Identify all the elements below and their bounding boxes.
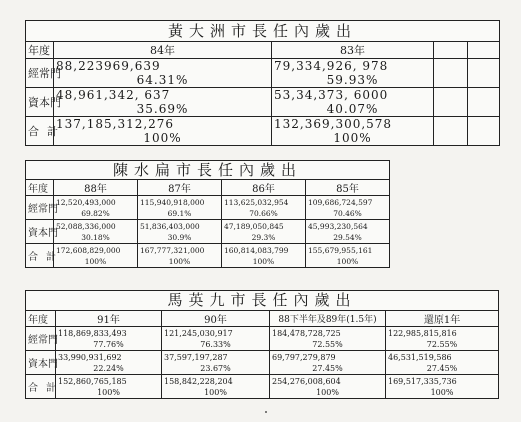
empty-cell bbox=[434, 117, 468, 146]
amount: 48,961,342, 637 bbox=[56, 88, 171, 102]
amount-cell bbox=[270, 327, 386, 351]
amount: 155,679,955,161 bbox=[308, 245, 373, 255]
amount-cell bbox=[162, 327, 270, 351]
row-label: 合計 bbox=[26, 375, 56, 399]
amount: 69,797,279,879 bbox=[272, 352, 336, 362]
table-row bbox=[26, 351, 499, 375]
amount: 121,245,030,917 bbox=[164, 328, 233, 338]
percentage: 100% bbox=[333, 131, 372, 145]
amount-cell bbox=[54, 244, 138, 268]
percentage: 69.1% bbox=[167, 208, 192, 218]
amount: 137,185,312,276 bbox=[56, 117, 175, 131]
amount: 52,088,336,000 bbox=[56, 221, 116, 231]
percentage: 23.67% bbox=[200, 363, 231, 373]
table-row bbox=[26, 88, 500, 117]
percentage: 59.93% bbox=[326, 73, 379, 87]
table-title: 黃大洲市長任內歲出 bbox=[26, 21, 500, 42]
amount: 184,478,728,725 bbox=[272, 328, 341, 338]
amount-cell bbox=[306, 220, 390, 244]
year-label: 年度 bbox=[26, 311, 56, 327]
column-header: 還原1年 bbox=[386, 311, 499, 327]
year-label: 年度 bbox=[26, 42, 54, 59]
column-header: 85年 bbox=[306, 180, 390, 196]
table-row bbox=[26, 327, 499, 351]
percentage: 64.31% bbox=[136, 73, 189, 87]
row-label: 經常門 bbox=[26, 327, 56, 351]
amount: 47,189,050,845 bbox=[224, 221, 284, 231]
column-header: 90年 bbox=[162, 311, 270, 327]
amount: 53,34,373, 6000 bbox=[274, 88, 389, 102]
percentage: 22.24% bbox=[93, 363, 124, 373]
percentage: 30.9% bbox=[167, 232, 192, 242]
column-header: 88年 bbox=[54, 180, 138, 196]
column-header: 86年 bbox=[222, 180, 306, 196]
amount: 160,814,083,799 bbox=[224, 245, 289, 255]
percentage: 77.76% bbox=[93, 339, 124, 349]
percentage: 100% bbox=[84, 256, 107, 266]
amount-cell bbox=[54, 220, 138, 244]
column-header: 91年 bbox=[56, 311, 162, 327]
percentage: 29.54% bbox=[333, 232, 362, 242]
amount-cell bbox=[54, 59, 272, 88]
empty-cell bbox=[434, 88, 468, 117]
amount-cell bbox=[270, 375, 386, 399]
amount-cell bbox=[270, 351, 386, 375]
amount-cell bbox=[56, 351, 162, 375]
column-header: 88下半年及89年(1.5年) bbox=[270, 311, 386, 327]
amount: 109,686,724,597 bbox=[308, 197, 373, 207]
amount-cell bbox=[56, 375, 162, 399]
percentage: 100% bbox=[168, 256, 191, 266]
percentage: 29.3% bbox=[251, 232, 276, 242]
amount: 33,990,931,692 bbox=[58, 352, 122, 362]
empty-cell bbox=[468, 88, 500, 117]
table-title: 馬英九市長任內歲出 bbox=[26, 291, 499, 311]
row-label: 經常門 bbox=[26, 59, 54, 88]
percentage: 100% bbox=[252, 256, 275, 266]
amount: 118,869,833,493 bbox=[58, 328, 127, 338]
percentage: 35.69% bbox=[136, 102, 189, 116]
amount: 169,517,335,736 bbox=[388, 376, 457, 386]
amount: 88,223969,639 bbox=[56, 59, 161, 73]
table-row bbox=[26, 196, 390, 220]
amount: 46,531,519,586 bbox=[388, 352, 452, 362]
amount-cell bbox=[54, 196, 138, 220]
amount-cell bbox=[54, 88, 272, 117]
budget-table-chen bbox=[25, 160, 390, 268]
table-row bbox=[26, 59, 500, 88]
row-label: 資本門 bbox=[26, 351, 56, 375]
percentage: 69.82% bbox=[81, 208, 110, 218]
percentage: 72.55% bbox=[426, 339, 458, 349]
table-row bbox=[26, 220, 390, 244]
column-header: 84年 bbox=[54, 42, 272, 59]
percentage: 100% bbox=[430, 387, 454, 397]
amount-cell bbox=[272, 88, 434, 117]
empty-cell bbox=[468, 42, 500, 59]
percentage: 70.46% bbox=[333, 208, 362, 218]
percentage: 72.55% bbox=[312, 339, 343, 349]
empty-cell bbox=[434, 59, 468, 88]
amount: 132,369,300,578 bbox=[274, 117, 393, 131]
column-header: 87年 bbox=[138, 180, 222, 196]
row-label: 資本門 bbox=[26, 88, 54, 117]
amount: 79,334,926, 978 bbox=[274, 59, 389, 73]
amount: 51,836,403,000 bbox=[140, 221, 200, 231]
percentage: 100% bbox=[97, 387, 120, 397]
amount-cell bbox=[222, 196, 306, 220]
amount-cell bbox=[306, 196, 390, 220]
percentage: 76.33% bbox=[200, 339, 231, 349]
amount: 158,842,228,204 bbox=[164, 376, 233, 386]
amount: 115,940,918,000 bbox=[140, 197, 205, 207]
amount: 113,625,032,954 bbox=[224, 197, 289, 207]
percentage: 70.66% bbox=[249, 208, 278, 218]
amount-cell bbox=[162, 351, 270, 375]
year-label: 年度 bbox=[26, 180, 54, 196]
row-label: 合計 bbox=[26, 117, 54, 146]
amount-cell bbox=[272, 59, 434, 88]
amount-cell bbox=[54, 117, 272, 146]
amount-cell bbox=[222, 244, 306, 268]
budget-table-ma bbox=[25, 290, 499, 399]
percentage: 100% bbox=[336, 256, 359, 266]
amount: 45,993,230,564 bbox=[308, 221, 368, 231]
amount-cell bbox=[386, 375, 499, 399]
scan-speck bbox=[265, 411, 267, 413]
empty-cell bbox=[468, 59, 500, 88]
amount-cell bbox=[386, 327, 499, 351]
amount: 152,860,765,185 bbox=[58, 376, 127, 386]
percentage: 100% bbox=[143, 131, 182, 145]
percentage: 40.07% bbox=[326, 102, 379, 116]
amount: 122,985,815,816 bbox=[388, 328, 457, 338]
budget-table-huang bbox=[25, 20, 500, 146]
amount-cell bbox=[138, 196, 222, 220]
amount-cell bbox=[138, 220, 222, 244]
table-row bbox=[26, 117, 500, 146]
percentage: 30.18% bbox=[81, 232, 110, 242]
empty-cell bbox=[468, 117, 500, 146]
amount-cell bbox=[138, 244, 222, 268]
amount: 254,276,008,604 bbox=[272, 376, 341, 386]
empty-cell bbox=[434, 42, 468, 59]
amount-cell bbox=[162, 375, 270, 399]
row-label: 合計 bbox=[26, 244, 54, 268]
amount-cell bbox=[386, 351, 499, 375]
amount: 12,520,493,000 bbox=[56, 197, 116, 207]
amount-cell bbox=[272, 117, 434, 146]
row-label: 資本門 bbox=[26, 220, 54, 244]
percentage: 27.45% bbox=[312, 363, 343, 373]
amount-cell bbox=[222, 220, 306, 244]
percentage: 27.45% bbox=[426, 363, 458, 373]
amount: 37,597,197,287 bbox=[164, 352, 228, 362]
percentage: 100% bbox=[204, 387, 227, 397]
column-header: 83年 bbox=[272, 42, 434, 59]
amount-cell bbox=[306, 244, 390, 268]
percentage: 100% bbox=[316, 387, 339, 397]
amount: 172,608,829,000 bbox=[56, 245, 121, 255]
amount: 167,777,321,000 bbox=[140, 245, 205, 255]
amount-cell bbox=[56, 327, 162, 351]
row-label: 經常門 bbox=[26, 196, 54, 220]
table-title: 陳水扁市長任內歲出 bbox=[26, 161, 390, 180]
table-row bbox=[26, 244, 390, 268]
table-row bbox=[26, 375, 499, 399]
